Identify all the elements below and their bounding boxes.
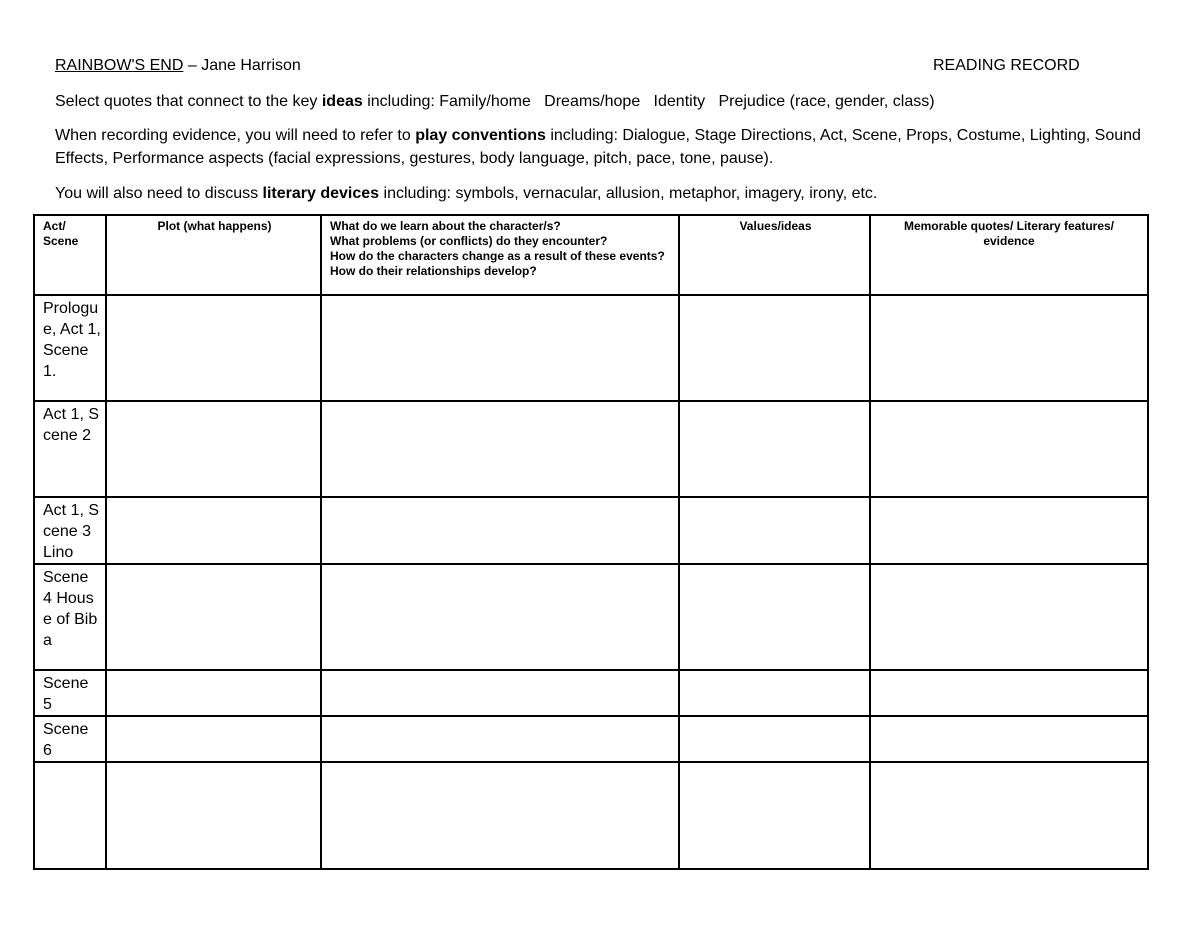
quotes-cell[interactable]: [870, 716, 1148, 762]
header-character-q3: How do the characters change as a result of these events?: [330, 249, 665, 263]
ideas-keyword: ideas: [321, 93, 363, 110]
quotes-cell[interactable]: [870, 670, 1148, 716]
scene-cell: [34, 497, 106, 564]
character-cell[interactable]: [321, 670, 679, 716]
quotes-cell[interactable]: [870, 295, 1148, 401]
scene-cell: [34, 716, 106, 762]
document-title: [55, 56, 301, 76]
header-quotes: Memorable quotes/ Literary features/ evidence: [870, 215, 1148, 295]
header-plot: Plot (what happens): [106, 215, 321, 295]
scene-label: Scene 5: [43, 675, 89, 713]
devices-instruction: [55, 182, 1150, 205]
table-row: [34, 716, 1148, 762]
plot-cell[interactable]: [106, 716, 321, 762]
plot-cell[interactable]: [106, 670, 321, 716]
devices-keyword: literary devices: [262, 185, 380, 202]
reading-record-label: READING RECORD: [933, 57, 1080, 74]
header-values: Values/ideas: [679, 215, 870, 295]
character-cell[interactable]: [321, 762, 679, 869]
devices-instruction-text-start: You will also need to discuss: [55, 185, 263, 202]
values-cell[interactable]: [679, 762, 870, 869]
scene-cell: [34, 670, 106, 716]
scene-label: Scene 4 House of Biba: [43, 569, 98, 649]
conventions-instruction: [55, 124, 1150, 170]
values-cell[interactable]: [679, 401, 870, 497]
character-cell[interactable]: [321, 497, 679, 564]
quotes-cell[interactable]: [870, 401, 1148, 497]
quotes-cell[interactable]: [870, 564, 1148, 670]
header-character: [321, 215, 679, 295]
table-row: [34, 497, 1148, 564]
values-cell[interactable]: [679, 716, 870, 762]
header-act-scene: Act/ Scene: [34, 215, 106, 295]
quotes-cell[interactable]: [870, 762, 1148, 869]
character-cell[interactable]: [321, 564, 679, 670]
character-cell[interactable]: [321, 716, 679, 762]
values-cell[interactable]: [679, 497, 870, 564]
conventions-keyword: play conventions: [415, 127, 546, 144]
values-cell[interactable]: [679, 295, 870, 401]
ideas-instruction: [55, 90, 1150, 113]
quotes-cell[interactable]: [870, 497, 1148, 564]
play-title: RAINBOW'S END: [55, 57, 184, 74]
header-character-q1: What do we learn about the character/s?: [330, 219, 561, 233]
author-name: Jane Harrison: [201, 57, 301, 74]
table-row: [34, 401, 1148, 497]
scene-label: Act 1, Scene 3 Lino: [43, 502, 100, 561]
scene-cell: [34, 564, 106, 670]
plot-cell[interactable]: [106, 401, 321, 497]
plot-cell[interactable]: [106, 564, 321, 670]
values-cell[interactable]: [679, 564, 870, 670]
scene-cell: [34, 401, 106, 497]
values-cell[interactable]: [679, 670, 870, 716]
conventions-instruction-text-end: including: Dialogue, Stage Directions, Act, Scene, Props, Costume, Lighting, Sound Effects, Performance aspects (facial expressions, gestures, body language, pitch, pace, tone, pause).: [55, 127, 1141, 167]
conventions-instruction-text-start: When recording evidence, you will need to refer to: [55, 127, 416, 144]
plot-cell[interactable]: [106, 497, 321, 564]
ideas-instruction-text-start: Select quotes that connect to the key: [55, 93, 322, 110]
reading-record-table: [33, 214, 1149, 870]
header-character-q2: What problems (or conflicts) do they encounter?: [330, 234, 608, 248]
plot-cell[interactable]: [106, 295, 321, 401]
scene-label: Prologue, Act 1, Scene 1.: [43, 300, 101, 380]
table-row: [34, 295, 1148, 401]
table-header-row: [34, 215, 1148, 295]
table-row: [34, 670, 1148, 716]
scene-label: Scene 6: [43, 721, 89, 759]
header-character-q4: How do their relationships develop?: [330, 264, 537, 278]
title-separator: –: [183, 57, 202, 74]
scene-cell: [34, 295, 106, 401]
table-row: [34, 762, 1148, 869]
ideas-instruction-text-end: including: Family/home Dreams/hope Identity Prejudice (race, gender, class): [362, 93, 935, 110]
devices-instruction-text-end: including: symbols, vernacular, allusion, metaphor, imagery, irony, etc.: [379, 185, 878, 202]
character-cell[interactable]: [321, 401, 679, 497]
scene-label: Act 1, Scene 2: [43, 406, 100, 444]
character-cell[interactable]: [321, 295, 679, 401]
scene-cell[interactable]: [34, 762, 106, 869]
table-row: [34, 564, 1148, 670]
plot-cell[interactable]: [106, 762, 321, 869]
